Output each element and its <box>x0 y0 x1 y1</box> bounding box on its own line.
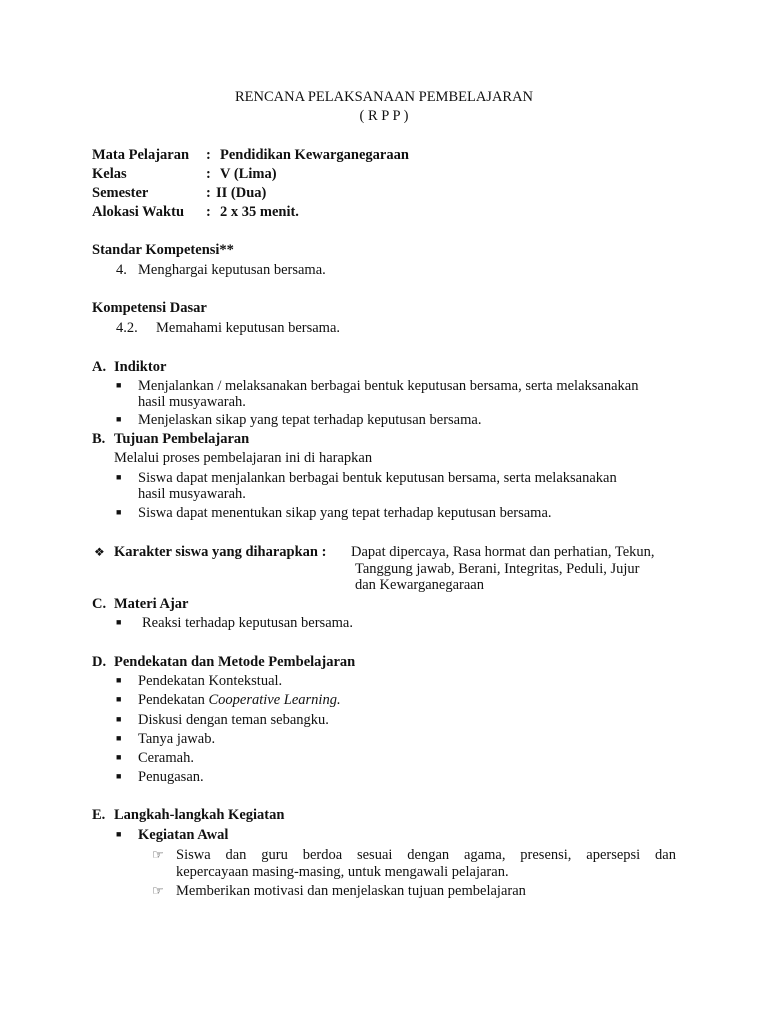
pointing-hand-icon: ☞ <box>152 883 164 898</box>
label-mata-pelajaran: Mata Pelajaran <box>92 147 190 163</box>
kegiatan-step-1-line-2: kepercayaan masing-masing, untuk mengawali pelajaran. <box>176 864 509 880</box>
square-bullet-icon: ■ <box>116 675 122 685</box>
square-bullet-icon: ■ <box>116 714 122 724</box>
colon: : <box>206 185 211 201</box>
square-bullet-icon: ■ <box>116 472 122 482</box>
section-d-letter: D. <box>92 654 107 670</box>
section-b-letter: B. <box>92 431 106 447</box>
square-bullet-icon: ■ <box>116 380 122 390</box>
karakter-line-3: dan Kewarganegaraan <box>355 577 484 593</box>
label-kelas: Kelas <box>92 166 127 182</box>
kegiatan-awal-heading: Kegiatan Awal <box>138 827 229 843</box>
value-mata-pelajaran: Pendidikan Kewarganegaraan <box>220 147 409 163</box>
kompetensi-text: Memahami keputusan bersama. <box>156 320 341 336</box>
metode-item-cooperative <box>138 692 341 709</box>
tujuan-item-1-line-2: hasil musyawarah. <box>138 486 246 502</box>
section-c-heading: Materi Ajar <box>114 596 189 612</box>
square-bullet-icon: ■ <box>116 733 122 743</box>
pointing-hand-icon: ☞ <box>152 847 164 862</box>
karakter-line-1: Dapat dipercaya, Rasa hormat dan perhatian, Tekun, <box>351 544 655 560</box>
tujuan-item-1-line-1: Siswa dapat menjalankan berbagai bentuk keputusan bersama, serta melaksanakan <box>138 470 617 486</box>
document-subtitle: ( R P P ) <box>359 108 409 124</box>
indikator-item-2: Menjelaskan sikap yang tepat terhadap keputusan bersama. <box>138 412 482 428</box>
kompetensi-heading: Kompetensi Dasar <box>92 300 207 316</box>
colon: : <box>206 166 211 182</box>
kompetensi-number: 4.2. <box>116 320 138 336</box>
metode-item-tanya-jawab: Tanya jawab. <box>138 731 216 747</box>
cooperative-prefix: Pendekatan <box>138 692 209 708</box>
label-semester: Semester <box>92 185 149 201</box>
tujuan-item-2: Siswa dapat menentukan sikap yang tepat terhadap keputusan bersama. <box>138 505 552 521</box>
section-b-heading: Tujuan Pembelajaran <box>114 431 250 447</box>
square-bullet-icon: ■ <box>116 617 122 627</box>
indikator-item-1-line-2: hasil musyawarah. <box>138 394 246 410</box>
section-e-heading: Langkah-langkah Kegiatan <box>114 807 285 823</box>
indikator-item-1-line-1: Menjalankan / melaksanakan berbagai bentuk keputusan bersama, serta melaksanakan <box>138 378 639 394</box>
section-d-heading: Pendekatan dan Metode Pembelajaran <box>114 654 356 670</box>
square-bullet-icon: ■ <box>116 752 122 762</box>
square-bullet-icon: ■ <box>116 694 122 704</box>
section-e-letter: E. <box>92 807 106 823</box>
square-bullet-icon: ■ <box>116 414 122 424</box>
tujuan-intro: Melalui proses pembelajaran ini di harapkan <box>114 450 373 466</box>
karakter-line-2: Tanggung jawab, Berani, Integritas, Peduli, Jujur <box>355 561 640 577</box>
materi-item: Reaksi terhadap keputusan bersama. <box>142 615 353 631</box>
metode-item-penugasan: Penugasan. <box>138 769 204 785</box>
document-title: RENCANA PELAKSANAAN PEMBELAJARAN <box>234 89 534 105</box>
metode-item-kontekstual: Pendekatan Kontekstual. <box>138 673 283 689</box>
colon: : <box>206 204 211 220</box>
kegiatan-step-2: Memberikan motivasi dan menjelaskan tujuan pembelajaran <box>176 883 526 899</box>
value-alokasi-waktu: 2 x 35 menit. <box>220 204 299 220</box>
section-c-letter: C. <box>92 596 107 612</box>
section-a-heading: Indiktor <box>114 359 167 375</box>
square-bullet-icon: ■ <box>116 507 122 517</box>
value-semester: II (Dua) <box>216 185 267 201</box>
colon: : <box>206 147 211 163</box>
standar-heading: Standar Kompetensi** <box>92 242 234 258</box>
standar-number: 4. <box>116 262 127 278</box>
square-bullet-icon: ■ <box>116 771 122 781</box>
value-kelas: V (Lima) <box>220 166 277 182</box>
section-a-letter: A. <box>92 359 107 375</box>
diamond-bullet-icon: ❖ <box>94 545 105 559</box>
kegiatan-step-1-line-1: Siswa dan guru berdoa sesuai dengan agama, presensi, apersepsi dan <box>176 847 676 863</box>
label-alokasi-waktu: Alokasi Waktu <box>92 204 185 220</box>
standar-text: Menghargai keputusan bersama. <box>138 262 326 278</box>
cooperative-italic: Cooperative Learning. <box>208 692 341 708</box>
metode-item-diskusi: Diskusi dengan teman sebangku. <box>138 712 329 728</box>
square-bullet-icon: ■ <box>116 829 122 839</box>
karakter-heading: Karakter siswa yang diharapkan : <box>114 544 327 560</box>
metode-item-ceramah: Ceramah. <box>138 750 194 766</box>
